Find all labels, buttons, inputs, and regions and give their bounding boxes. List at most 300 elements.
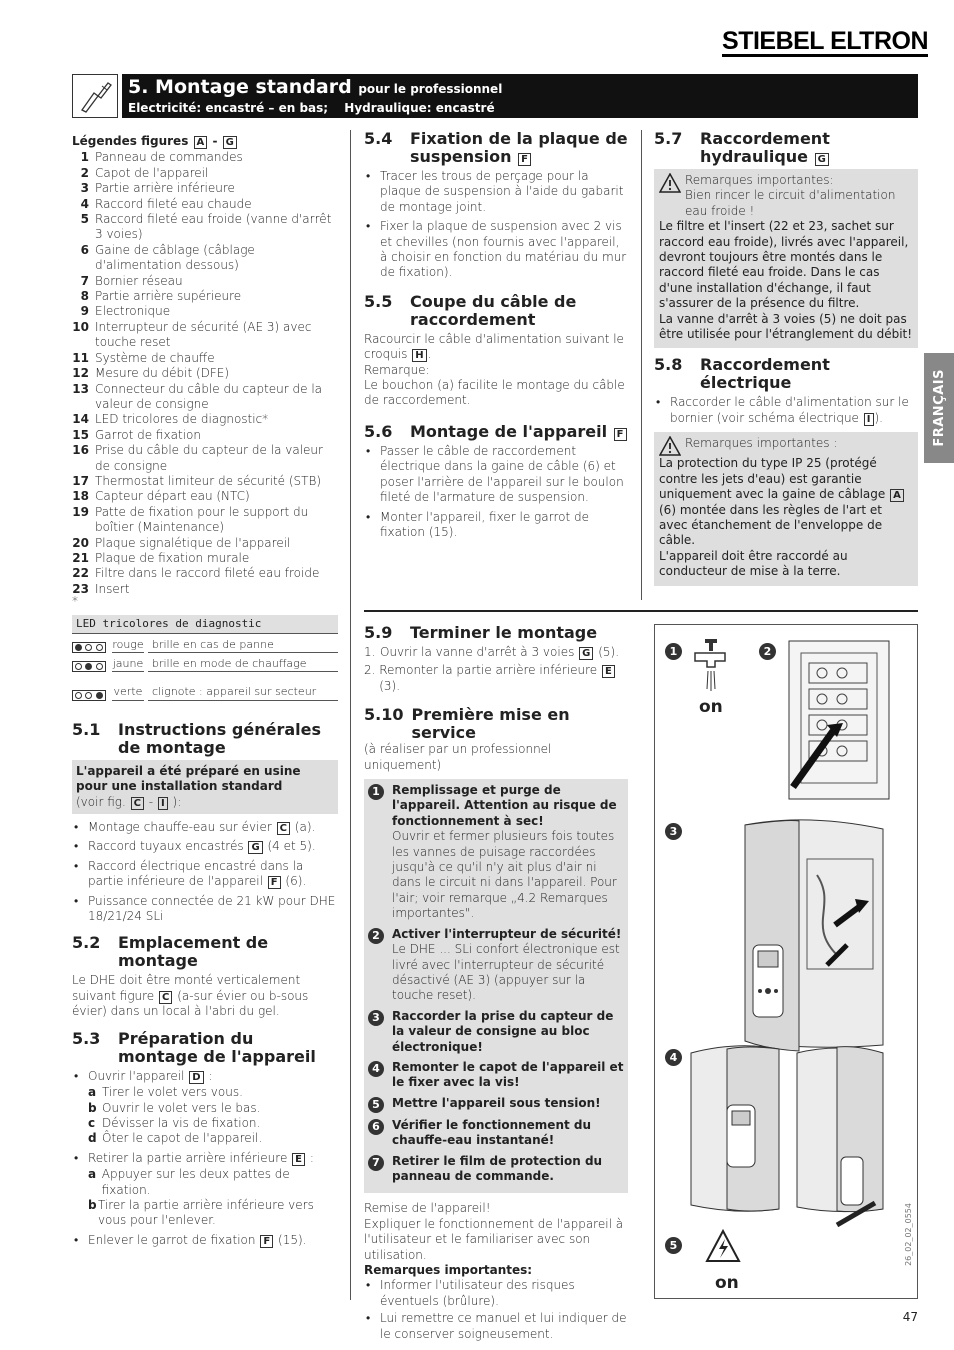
fig-ref: F bbox=[518, 153, 531, 166]
column-4 bbox=[364, 624, 628, 1346]
item-text: Raccord électrique encastré dans la partie inférieure de l'appareil bbox=[88, 858, 304, 889]
electric-hazard-icon bbox=[705, 1229, 741, 1263]
item-number: 1. bbox=[364, 645, 376, 659]
sub-text: Ouvrir le volet vers le bas. bbox=[102, 1100, 261, 1115]
paragraph bbox=[364, 332, 630, 363]
legend-item bbox=[72, 366, 338, 381]
warning-text: Bien rincer le circuit d'alimentation eau froide ! bbox=[685, 188, 896, 218]
legend-item bbox=[72, 443, 338, 474]
legend-text: Capteur départ eau (NTC) bbox=[95, 489, 250, 504]
device-open-drawing bbox=[687, 815, 907, 1055]
step-item bbox=[368, 1096, 624, 1113]
legend-number: 7 bbox=[80, 273, 89, 288]
fig-ref: G bbox=[248, 841, 262, 854]
section-heading bbox=[72, 1030, 338, 1066]
sub-key: b bbox=[88, 1100, 97, 1115]
step-description: Ouvrir et fermer plusieurs fois toutes les vannes de puisage raccordées jusqu'à ce qu'il n'y ait plus d'air ni dans le circuit ni dans l'appareil. Pour l'air; voir remarque „4.2 Remarques importantes". bbox=[392, 829, 617, 921]
paragraph: Le bouchon (a) facilite le montage du câble de raccordement. bbox=[364, 378, 625, 408]
legend-number: 6 bbox=[80, 242, 89, 257]
legend-text: Patte de fixation pour le support du boîtier (Maintenance) bbox=[95, 504, 309, 535]
bullet-list bbox=[364, 444, 630, 540]
note-ref-end: ): bbox=[172, 794, 182, 809]
paragraph bbox=[72, 973, 338, 1019]
legend-text: Mesure du débit (DFE) bbox=[95, 366, 230, 381]
step-number-badge: 5 bbox=[368, 1097, 384, 1113]
step-title: Vérifier le fonctionnement du chauffe-eau instantané! bbox=[392, 1117, 592, 1148]
header-hydraulic: Hydraulique: encastré bbox=[344, 101, 495, 115]
legend-number: 11 bbox=[72, 350, 89, 365]
legend-number: 3 bbox=[80, 181, 89, 196]
step-title: Remonter le capot de l'appareil et le fixer avec la vis! bbox=[392, 1059, 624, 1090]
list-item: • Passer le câble de raccordement électrique dans la gaine de câble (6) et poser l'arrière de l'appareil sur le boulon fileté de l'armature de suspension. bbox=[364, 444, 630, 506]
bullet-list bbox=[364, 169, 630, 281]
led-dot bbox=[96, 663, 103, 670]
section-title: Préparation du montage de l'appareil bbox=[118, 1028, 316, 1066]
step-title: Retirer le film de protection du panneau de commande. bbox=[392, 1153, 603, 1183]
item-text: Remonter la partie arrière inférieure bbox=[379, 663, 598, 678]
column-divider bbox=[641, 130, 642, 600]
important-title: Remarques importantes: bbox=[364, 1263, 533, 1277]
section-number: 5.2 bbox=[72, 933, 101, 953]
legend-list bbox=[72, 150, 338, 597]
item-end: (5). bbox=[598, 645, 620, 659]
legend-text: Insert bbox=[95, 581, 130, 596]
legend-number: 9 bbox=[80, 304, 89, 319]
list-item bbox=[72, 894, 338, 925]
section-number: 5.1 bbox=[72, 719, 101, 739]
column-3 bbox=[654, 130, 918, 586]
step-item bbox=[368, 783, 624, 922]
item-number: 2. bbox=[364, 663, 376, 678]
step-number-badge: 4 bbox=[368, 1061, 384, 1077]
legend-number: 10 bbox=[72, 319, 89, 334]
step-number-badge: 2 bbox=[368, 928, 384, 944]
fig-ref: D bbox=[189, 1071, 203, 1084]
legend-asterisk: * bbox=[72, 594, 78, 609]
legend-text: Partie arrière supérieure bbox=[95, 289, 242, 304]
legend-text: Prise du câble du capteur de la valeur de consigne bbox=[95, 443, 323, 473]
legend-item bbox=[72, 166, 338, 181]
header-subtitle bbox=[128, 100, 912, 116]
legend-number: 13 bbox=[72, 381, 89, 396]
warning-text: Le filtre et l'insert (22 et 23, sachet sur raccord eau froide), livrés avec l'appareil, devront toujours être montés dans le raccord fileté eau froide. Dans le cas d'une installation d'échange, il faut s'assurer de la présence du filtre. bbox=[659, 219, 909, 311]
sub-text: Tirer la partie arrière inférieure vers vous pour l'enlever. bbox=[97, 1197, 314, 1228]
section-heading bbox=[364, 293, 630, 329]
item-end: ). bbox=[874, 410, 883, 425]
legend-text: Bornier réseau bbox=[95, 273, 183, 288]
fig-ref: A bbox=[194, 136, 208, 149]
warning-header bbox=[659, 436, 913, 456]
legend-text: Thermostat limiteur de sécurité (STB) bbox=[95, 473, 322, 488]
section-title: Première mise en service bbox=[411, 705, 570, 743]
led-dot bbox=[85, 692, 92, 699]
column-divider bbox=[350, 130, 351, 1300]
item-end: : bbox=[309, 1150, 314, 1165]
legend-item bbox=[72, 536, 338, 551]
list-item: • Lui remettre ce manuel et lui indiquer de le conserver soigneusement. bbox=[364, 1311, 628, 1342]
legend-number: 16 bbox=[72, 443, 89, 458]
fig-step-badge: 1 bbox=[665, 643, 682, 660]
warning-icon bbox=[659, 436, 681, 456]
section-heading bbox=[72, 721, 338, 757]
sub-text: Appuyer sur les deux pattes de fixation. bbox=[101, 1167, 290, 1197]
led-dot bbox=[75, 644, 82, 651]
item-text: Raccorder le câble d'alimentation sur le bornier (voir schéma électrique bbox=[670, 395, 909, 425]
legend-item bbox=[72, 474, 338, 489]
figure-code: 26_02_02_0554 bbox=[904, 1203, 913, 1266]
legend-fig-sep: - bbox=[212, 134, 218, 148]
led-color: rouge bbox=[112, 637, 144, 653]
step-number-badge: 6 bbox=[368, 1119, 384, 1135]
legend-item bbox=[72, 320, 338, 351]
legend-text: Connecteur du câble du capteur de la valeur de consigne bbox=[95, 381, 323, 411]
list-item bbox=[72, 1151, 338, 1166]
led-row bbox=[72, 684, 338, 700]
fig-ref: I bbox=[158, 797, 168, 810]
legend-number: 21 bbox=[72, 550, 89, 565]
fig-ref: A bbox=[890, 489, 904, 502]
para-text: . bbox=[427, 347, 432, 362]
led-dot bbox=[75, 663, 82, 670]
water-tap-icon bbox=[691, 637, 731, 693]
section-title: Terminer le montage bbox=[410, 623, 598, 642]
legend-item bbox=[72, 351, 338, 366]
column-2 bbox=[364, 130, 630, 544]
item-text: Puissance connectée de 21 kW pour DHE 18/21/24 SLi bbox=[88, 893, 336, 924]
sub-key: c bbox=[88, 1115, 96, 1130]
legend-number: 18 bbox=[72, 489, 89, 504]
legend-item bbox=[72, 428, 338, 443]
led-indicator-icon bbox=[72, 690, 106, 701]
header-title-main: 5. Montage standard bbox=[128, 76, 352, 98]
fig-ref: C bbox=[277, 822, 290, 835]
legend-item bbox=[72, 505, 338, 536]
header-title bbox=[128, 76, 912, 100]
para-text: Racourcir le câble d'alimentation suivant le croquis bbox=[364, 331, 624, 362]
legend-text: Raccord fileté eau chaude bbox=[95, 196, 252, 211]
legend-number: 23 bbox=[72, 581, 89, 596]
step-number-badge: 7 bbox=[368, 1155, 384, 1171]
legend-number: 5 bbox=[80, 212, 89, 227]
legend-title bbox=[72, 134, 338, 149]
section-heading bbox=[654, 356, 918, 392]
warning-box bbox=[654, 432, 918, 585]
on-label: on bbox=[699, 697, 723, 717]
fig-ref: G bbox=[223, 136, 237, 149]
legend-number: 1 bbox=[80, 150, 89, 165]
step-item bbox=[368, 1154, 624, 1185]
list-item: • Tracer les trous de perçage pour la plaque de suspension à l'aide du gabarit de montage joint. bbox=[364, 169, 630, 215]
section-number: 5.9 bbox=[364, 623, 393, 642]
fig-ref: G bbox=[579, 647, 593, 660]
list-item bbox=[72, 1069, 338, 1084]
language-tab bbox=[924, 353, 954, 463]
legend-text: Capot de l'appareil bbox=[95, 165, 209, 180]
section-title: Coupe du câble de raccordement bbox=[410, 291, 577, 329]
legend-title-text: Légendes figures bbox=[72, 134, 189, 148]
legend-number: 19 bbox=[72, 504, 89, 519]
legend-item bbox=[72, 412, 338, 427]
step-title: Raccorder la prise du capteur de la valeur de consigne au bloc électronique! bbox=[392, 1008, 614, 1054]
item-end: : bbox=[208, 1068, 213, 1083]
handover-text: Expliquer le fonctionnement de l'appareil à l'utilisateur et le familiariser avec son utilisation. bbox=[364, 1216, 624, 1262]
step-title: Remplissage et purge de l'appareil. Attention au risque de fonctionnement à sec! bbox=[392, 783, 617, 828]
warning-text bbox=[659, 456, 913, 548]
warning-box bbox=[654, 169, 918, 348]
legend-number: 2 bbox=[80, 165, 89, 180]
section-number: 5.5 bbox=[364, 291, 393, 311]
fig-step-badge: 3 bbox=[665, 823, 682, 840]
section-subtitle: (à réaliser par un professionnel uniquement) bbox=[364, 742, 552, 772]
column-1 bbox=[72, 134, 338, 1252]
list-item bbox=[72, 859, 338, 890]
fig-ref: F bbox=[260, 1235, 273, 1248]
legend-text: Gaine de câblage (câblage d'alimentation dessous) bbox=[95, 242, 255, 273]
sub-item bbox=[72, 1101, 338, 1116]
item-text: Montage chauffe-eau sur évier bbox=[88, 820, 272, 835]
language-tab-label: FRANÇAIS bbox=[931, 369, 947, 447]
step-number-badge: 3 bbox=[368, 1010, 384, 1026]
brand-logo: STIEBEL ELTRON bbox=[722, 28, 928, 57]
legend-text: Panneau de commandes bbox=[95, 150, 243, 165]
legend-number: 4 bbox=[80, 196, 89, 211]
para-text: Le DHE doit être monté verticalement suivant figure bbox=[72, 973, 301, 1003]
sub-item bbox=[72, 1198, 338, 1229]
list-item bbox=[72, 1233, 338, 1248]
step-item bbox=[368, 927, 624, 1004]
led-description: brille en cas de panne bbox=[148, 637, 338, 653]
legend-number: 14 bbox=[72, 412, 89, 427]
warning-title: Remarques importantes : bbox=[685, 436, 838, 451]
fig-ref: F bbox=[614, 428, 627, 441]
item-text: Ouvrir la vanne d'arrêt à 3 voies bbox=[380, 645, 575, 659]
warning-text-part: La protection du type IP 25 (protégé contre les jets d'eau) est garantie uniquement avec la gaine de câblage bbox=[659, 456, 886, 502]
section-number: 5.4 bbox=[364, 129, 393, 148]
legend-number: 12 bbox=[72, 366, 89, 381]
warning-text-part: (6) montée dans les règles de l'art et avec étanchement de l'enveloppe de câble. bbox=[659, 502, 883, 548]
item-text: Retirer la partie arrière inférieure bbox=[88, 1150, 288, 1165]
fig-ref: C bbox=[131, 797, 144, 810]
legend-text: Plaque signalétique de l'appareil bbox=[95, 535, 291, 550]
fig-step-badge: 5 bbox=[665, 1237, 682, 1254]
section-heading bbox=[364, 130, 630, 166]
header-bar bbox=[122, 74, 918, 118]
led-row bbox=[72, 637, 338, 653]
sub-key: d bbox=[88, 1131, 97, 1146]
list-item bbox=[654, 395, 918, 426]
section-heading bbox=[654, 130, 918, 166]
fig-ref: I bbox=[864, 413, 874, 426]
legend-text: Garrot de fixation bbox=[95, 427, 201, 442]
legend-item bbox=[72, 243, 338, 274]
legend-item bbox=[72, 304, 338, 319]
note-box bbox=[72, 760, 338, 814]
legend-number: 8 bbox=[80, 289, 89, 304]
sub-item bbox=[72, 1085, 338, 1100]
list-item: • Informer l'utilisateur des risques éventuels (brûlure). bbox=[364, 1278, 628, 1309]
device-closed-drawing bbox=[687, 1039, 907, 1229]
legend-item bbox=[72, 197, 338, 212]
sub-key: b bbox=[88, 1197, 97, 1212]
note-bold: L'appareil a été préparé en usine pour une installation standard bbox=[76, 763, 301, 794]
legend-number: 17 bbox=[72, 473, 89, 488]
legend-text: Electronique bbox=[95, 304, 171, 319]
list-item bbox=[364, 645, 628, 660]
legend-text: Plaque de fixation murale bbox=[95, 550, 250, 565]
header-electric: Electricité: encastré – en bas; bbox=[128, 101, 329, 115]
sub-text: Dévisser la vis de fixation. bbox=[102, 1115, 261, 1130]
item-end: (a). bbox=[294, 820, 316, 835]
note-ref bbox=[76, 795, 334, 810]
item-end: (4 et 5). bbox=[267, 839, 316, 854]
warning-text: La vanne d'arrêt à 3 voies (5) ne doit pas être utilisée pour l'étranglement du débit! bbox=[659, 311, 913, 342]
steps-box bbox=[364, 779, 628, 1193]
warning-title: Remarques importantes: bbox=[685, 173, 834, 187]
warning-header bbox=[659, 173, 913, 219]
led-dot bbox=[85, 644, 92, 651]
step-description: Le DHE ... SLi confort électronique est livré avec l'interrupteur de sécurité désactivé (AE 3) (appuyer sur la touche reset). bbox=[392, 942, 620, 1003]
led-description: clignote : appareil sur secteur bbox=[148, 684, 338, 700]
legend-item bbox=[72, 274, 338, 289]
section-number: 5.8 bbox=[654, 355, 683, 375]
step-item bbox=[368, 1060, 624, 1091]
warning-text: L'appareil doit être raccordé au conducteur de mise à la terre. bbox=[659, 548, 848, 579]
sub-key: a bbox=[88, 1085, 97, 1100]
step-item bbox=[368, 1118, 624, 1149]
screwdriver-icon bbox=[72, 74, 118, 118]
section-title: Raccordement hydraulique bbox=[700, 129, 830, 166]
legend-number: 20 bbox=[72, 535, 89, 550]
item-text: Ouvrir l'appareil bbox=[88, 1068, 185, 1083]
legend-item bbox=[72, 566, 338, 581]
handover-title: Remise de l'appareil! bbox=[364, 1201, 491, 1216]
fig-ref: C bbox=[159, 991, 172, 1004]
bullet-list bbox=[364, 1278, 628, 1342]
legend-item bbox=[72, 582, 338, 597]
step-item bbox=[368, 1009, 624, 1055]
item-end: (6). bbox=[285, 874, 307, 889]
led-indicator-icon bbox=[72, 661, 106, 672]
step-title: Mettre l'appareil sous tension! bbox=[392, 1095, 601, 1110]
section-heading bbox=[364, 706, 628, 742]
legend-item bbox=[72, 289, 338, 304]
section-title: Fixation de la plaque de suspension bbox=[410, 129, 628, 166]
fig-ref: E bbox=[292, 1153, 305, 1166]
section-number: 5.10 bbox=[364, 705, 404, 725]
led-color: jaune bbox=[112, 656, 144, 672]
sub-list bbox=[72, 1167, 338, 1229]
fig-step-badge: 2 bbox=[759, 643, 776, 660]
list-item: • Fixer la plaque de suspension avec 2 vis et chevilles (non fournis avec l'appareil, à choisir en fonction du matériau du mur de fixation). bbox=[364, 219, 630, 281]
sub-text: Tirer le volet vers vous. bbox=[102, 1085, 243, 1100]
note-ref-text: (voir fig. bbox=[76, 794, 126, 809]
list-item bbox=[364, 663, 628, 694]
section-heading bbox=[364, 423, 630, 441]
sub-item bbox=[72, 1131, 338, 1146]
bullet-list bbox=[72, 1069, 338, 1084]
note-ref-sep: - bbox=[148, 794, 154, 809]
legend-item bbox=[72, 551, 338, 566]
fig-ref: E bbox=[602, 665, 615, 678]
bullet-list bbox=[654, 395, 918, 426]
sub-text: Ôter le capot de l'appareil. bbox=[102, 1131, 263, 1146]
bullet-list bbox=[72, 820, 338, 924]
section-title: Instructions générales de montage bbox=[118, 719, 321, 757]
legend-text: LED tricolores de diagnostic* bbox=[95, 412, 269, 427]
item-text: Enlever le garrot de fixation bbox=[88, 1232, 256, 1247]
paragraph: Remarque: bbox=[364, 362, 430, 377]
fig-step-badge: 4 bbox=[665, 1049, 682, 1066]
illustration-panel bbox=[654, 624, 918, 1299]
led-dot bbox=[75, 692, 82, 699]
section-header bbox=[72, 74, 918, 118]
legend-item bbox=[72, 150, 338, 165]
list-item bbox=[72, 839, 338, 854]
fig-ref: H bbox=[412, 349, 426, 362]
sub-list bbox=[72, 1085, 338, 1147]
fig-ref: F bbox=[268, 876, 281, 889]
legend-number: 22 bbox=[72, 566, 89, 581]
sub-key: a bbox=[88, 1167, 97, 1182]
legend-item bbox=[72, 489, 338, 504]
legend-text: Interrupteur de sécurité (AE 3) avec touche reset bbox=[95, 319, 312, 350]
legend-item bbox=[72, 181, 338, 196]
step-number-badge: 1 bbox=[368, 784, 384, 800]
section-number: 5.6 bbox=[364, 421, 393, 441]
section-number: 5.7 bbox=[654, 129, 683, 148]
led-indicator-icon bbox=[72, 642, 106, 653]
page-number: 47 bbox=[902, 1310, 918, 1324]
section-title: Emplacement de montage bbox=[118, 933, 269, 971]
legend-number: 15 bbox=[72, 427, 89, 442]
bullet-list bbox=[72, 1233, 338, 1248]
item-end: (3). bbox=[379, 678, 401, 693]
warning-icon bbox=[659, 173, 681, 193]
legend-text: Filtre dans le raccord fileté eau froide bbox=[95, 566, 320, 581]
legend-item bbox=[72, 212, 338, 243]
led-dot bbox=[96, 692, 103, 699]
item-end: (15). bbox=[278, 1232, 307, 1247]
list-item bbox=[72, 820, 338, 835]
section-title: Raccordement électrique bbox=[700, 355, 830, 393]
header-title-sub: pour le professionnel bbox=[358, 82, 503, 96]
led-dot bbox=[85, 663, 92, 670]
fig-ref: G bbox=[815, 153, 829, 166]
legend-text: Système de chauffe bbox=[95, 350, 215, 365]
step-title: Activer l'interrupteur de sécurité! bbox=[392, 926, 622, 941]
section-title: Montage de l'appareil bbox=[410, 421, 608, 441]
led-heading: LED tricolores de diagnostic bbox=[72, 615, 338, 633]
sub-item bbox=[72, 1167, 338, 1198]
item-text: Raccord tuyaux encastrés bbox=[88, 839, 244, 854]
horizontal-rule bbox=[364, 610, 918, 612]
para-text: (a-sur évier ou b-sous évier) dans un local à l'abri du gel. bbox=[72, 988, 309, 1019]
led-description: brille en mode de chauffage bbox=[148, 656, 338, 672]
bullet-list bbox=[72, 1151, 338, 1166]
section-heading bbox=[364, 624, 628, 642]
led-color: verte bbox=[112, 684, 144, 700]
led-row bbox=[72, 656, 338, 672]
legend-text: Partie arrière inférieure bbox=[95, 181, 235, 196]
legend-text: Raccord fileté eau froide (vanne d'arrêt 3 voies) bbox=[95, 212, 332, 242]
sub-item bbox=[72, 1116, 338, 1131]
section-heading bbox=[72, 934, 338, 970]
legend-item bbox=[72, 382, 338, 413]
list-item: • Monter l'appareil, fixer le garrot de fixation (15). bbox=[364, 510, 630, 541]
on-label: on bbox=[715, 1273, 739, 1293]
section-number: 5.3 bbox=[72, 1028, 101, 1048]
led-dot bbox=[96, 644, 103, 651]
